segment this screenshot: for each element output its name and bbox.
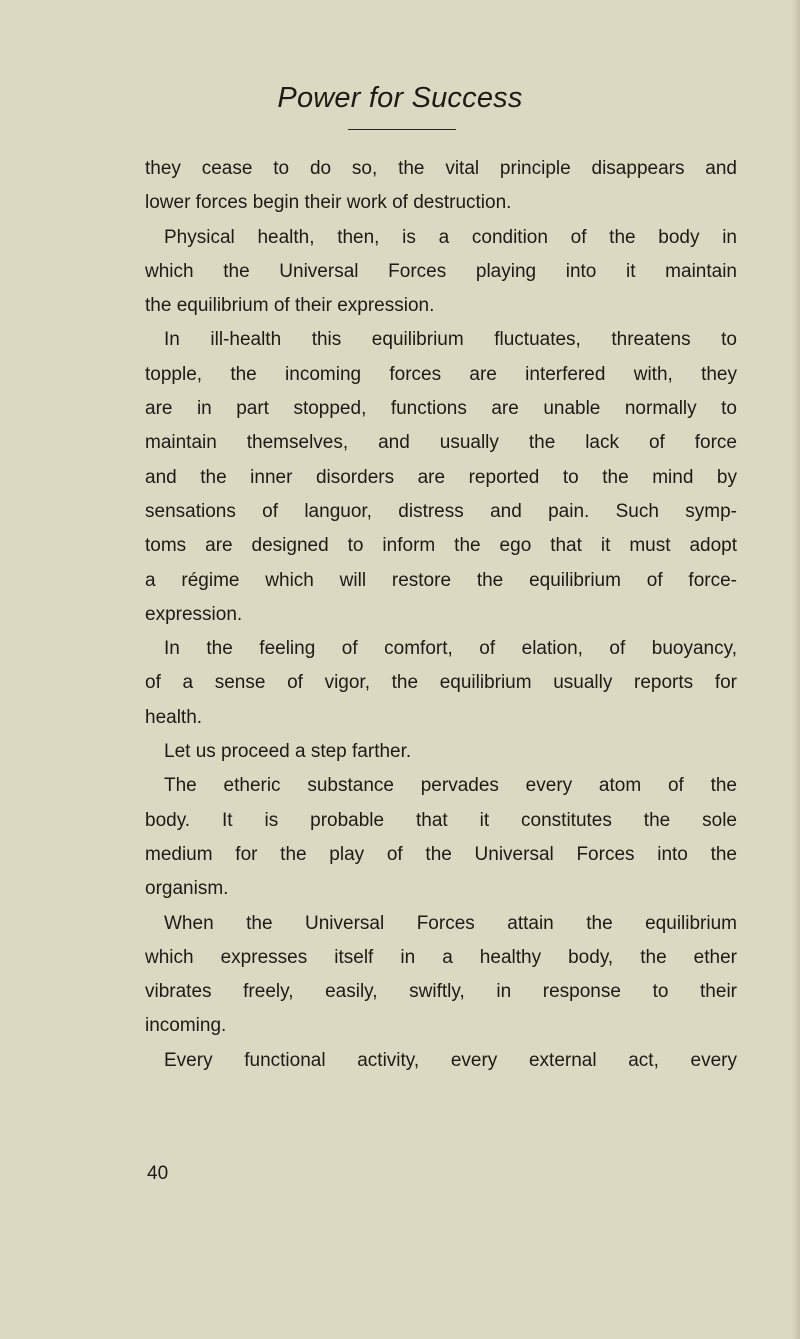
text-line: health. [145,706,203,728]
text-line: The etheric substance pervades every atom of the [164,775,737,797]
text-line: maintain themselves, and usually the lack of force [145,432,737,454]
text-line: a régime which will restore the equilibrium of force- [145,569,737,591]
text-line: the equilibrium of their expression. [145,295,435,317]
text-line: When the Universal Forces attain the equilibrium [164,912,737,934]
text-line: lower forces begin their work of destruction. [145,192,512,214]
text-line: are in part stopped, functions are unable normally to [145,398,737,420]
text-line: In the feeling of comfort, of elation, of buoyancy, [164,638,737,660]
text-line: which the Universal Forces playing into it maintain [145,260,737,282]
header-rule [348,129,456,130]
text-line: which expresses itself in a healthy body, the ether [145,946,737,968]
text-line: toms are designed to inform the ego that it must adopt [145,535,737,557]
text-line: they cease to do so, the vital principle disappears and [145,158,737,179]
text-line: In ill-health this equilibrium fluctuates, threatens to [164,329,737,351]
text-line: Let us proceed a step farther. [164,741,412,763]
page-number: 40 [147,1163,169,1184]
body-text [145,152,737,1078]
text-line: vibrates freely, easily, swiftly, in response to their [145,981,737,1003]
text-line: of a sense of vigor, the equilibrium usually reports for [145,672,737,694]
text-line: body. It is probable that it constitutes the sole [145,809,737,831]
text-line: medium for the play of the Universal Forces into the [145,843,737,865]
text-line: Every functional activity, every external act, every [164,1049,737,1071]
text-line: Physical health, then, is a condition of the body in [164,226,737,248]
text-line: topple, the incoming forces are interfered with, they [145,363,737,385]
page-edge-shadow [792,0,800,1339]
text-line: organism. [145,878,229,900]
text-line: expression. [145,603,243,625]
text-line: sensations of languor, distress and pain. Such symp- [145,500,737,522]
running-head: Power for Success [277,82,523,114]
text-line: incoming. [145,1015,227,1037]
text-line: and the inner disorders are reported to the mind by [145,466,737,488]
